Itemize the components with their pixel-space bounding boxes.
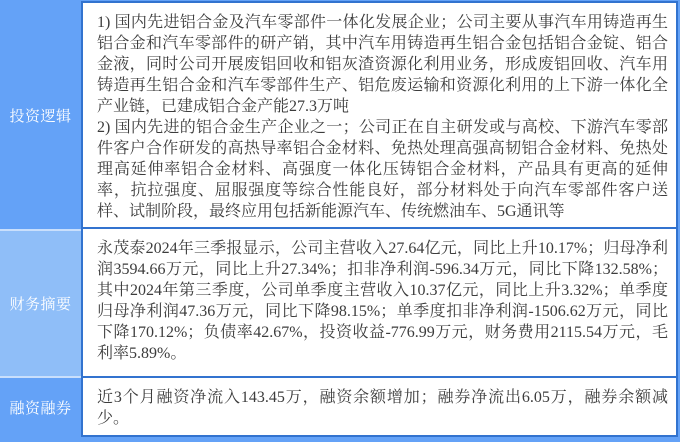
financial-summary-content bbox=[81, 229, 678, 378]
margin-trading-label-text: 融资融券 bbox=[9, 400, 72, 417]
financial-summary-label-text: 财务摘要 bbox=[9, 296, 72, 313]
section-label-financial-summary bbox=[0, 229, 81, 378]
investment-logic-label-text: 投资逻辑 bbox=[9, 107, 72, 125]
section-label-investment-logic bbox=[0, 1, 81, 229]
margin-trading-paragraph: 近3个月融资净流入143.45万，融资余额增加；融券净流出6.05万，融券余额减少。 bbox=[97, 389, 668, 427]
section-label-margin-trading bbox=[0, 378, 81, 437]
financial-summary-paragraph: 永茂泰2024年三季报显示，公司主营收入27.64亿元，同比上升10.17%；归母净利润3594.66万元，同比上升27.34%；扣非净利润-596.34万元，同比下降132.58%；其中2024年第三季度，公司单季度主营收入10.37亿元，同比上升3.32%；单季度归母净利润47.36万元，同比下降98.15%；单季度扣非净利润-1506.62万元，同比下降170.12%；负债率42.67%，投资收益-776.99万元，财务费用2115.54万元，毛利率5.89%。 bbox=[97, 240, 668, 362]
investment-logic-paragraph-2: 2) 国内先进的铝合金生产企业之一；公司正在自主研发或与高校、下游汽车零部件客户合作研发的高热导率铝合金材料、免热处理高强高韧铝合金材料、免热处理高延伸率铝合金材料、高强度一体化压铸铝合金材料，产品具有更高的延伸率，抗拉强度、屈服强度等综合性能良好，部分材料处于向汽车零部件客户送样、试制阶段，最终应用包括新能源汽车、传统燃油车、5G通讯等 bbox=[97, 119, 668, 220]
investment-logic-content bbox=[81, 1, 678, 229]
margin-trading-content bbox=[81, 378, 678, 437]
summary-table bbox=[0, 1, 678, 437]
investment-logic-paragraph-1: 1) 国内先进铝合金及汽车零部件一体化发展企业；公司主要从事汽车用铸造再生铝合金和汽车零部件的研产销，其中汽车用铸造再生铝合金包括铝合金锭、铝合金液，同时公司开展废铝回收和铝灰渣资源化利用业务，形成废铝回收、汽车用铸造再生铝合金和汽车零部件生产、铝危废运输和资源化利用的上下游一体化全产业链，已建成铝合金产能27.3万吨 bbox=[97, 14, 668, 115]
